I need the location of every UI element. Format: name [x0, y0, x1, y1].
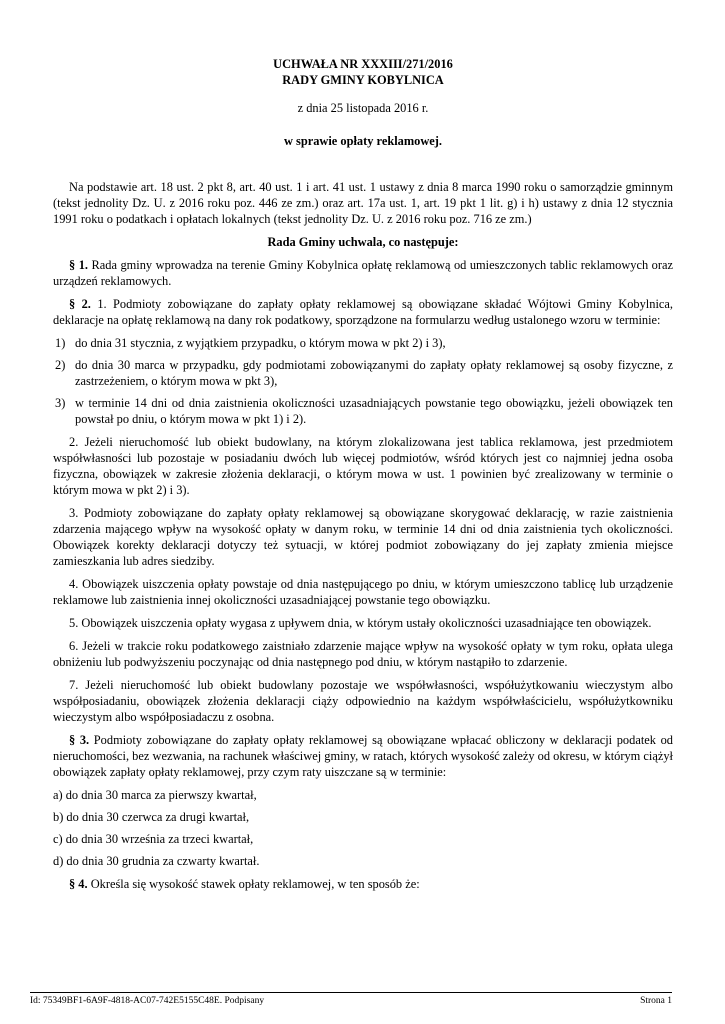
section-2-para-2: 2. Jeżeli nieruchomość lub obiekt budowlany, na którym zlokalizowana jest tablica reklamowa, jest przedmiotem współwłasności lub pozostaje w posiadaniu dwóch lub więcej podmiotów, wśród których jest co najmniej jedna osoba fizyczna, obowiązek w zakresie złożenia deklaracji, o którym mowa w ust. 1 powinien być zrealizowany w terminie o którym mowa w pkt 2) i 3). — [53, 435, 673, 497]
list-item-number: 3) — [55, 396, 66, 410]
list-item-text: do dnia 31 stycznia, z wyjątkiem przypadku, o którym mowa w pkt 2) i 3), — [75, 336, 446, 350]
section-2-para-4: 4. Obowiązek uiszczenia opłaty powstaje od dnia następującego po dniu, w którym umieszczono tablicę lub urządzenie reklamowe lub zaistnienia innej okoliczności uzasadniającej powstanie tego obowiązku. — [53, 577, 673, 607]
section-1 — [53, 257, 673, 289]
installment-item: d) do dnia 30 grudnia za czwarty kwartał. — [53, 854, 260, 868]
section-4-mark: § 4. — [69, 877, 88, 891]
page-number: Strona 1 — [640, 996, 672, 1006]
list-item — [53, 357, 673, 389]
section-3-text: Podmioty zobowiązane do zapłaty opłaty reklamowej są obowiązane wpłacać obliczony w deklaracji podatek od nieruchomości, bez wezwania, na rachunek właściwej gminy, w ratach, których wysokość zależy od okresu, w którym ciążył obowiązek zapłaty opłaty reklamowej, przy czym raty uiszczane są w terminie: — [53, 733, 673, 779]
installment-item: a) do dnia 30 marca za pierwszy kwartał, — [53, 788, 257, 802]
list-item-number: 2) — [55, 358, 66, 372]
resolution-subject: w sprawie opłaty reklamowej. — [283, 134, 443, 148]
section-2-text: 1. Podmioty zobowiązane do zapłaty opłaty reklamowej są obowiązane składać Wójtowi Gminy Kobylnica, deklaracje na opłatę reklamową na dany rok podatkowy, sporządzone na formularzu według ustalonego wzoru w terminie: — [53, 297, 673, 327]
footer-divider — [30, 992, 672, 993]
list-item-text: do dnia 30 marca w przypadku, gdy podmiotami zobowiązanymi do zapłaty opłaty reklamowej są osoby fizyczne, z zastrzeżeniem, o którym mowa w pkt 3), — [75, 358, 673, 388]
section-2-para-3: 3. Podmioty zobowiązane do zapłaty opłaty reklamowej są obowiązane skorygować deklarację, w razie zaistnienia zdarzenia mającego wpływ na wysokość opłaty w danym roku, w terminie 14 dni od dnia zaistnienia tych okoliczności. Obowiązek korekty deklaracji dotyczy też sytuacji, w której podmiot zobowiązany do jej zapłaty zmienia miejsce zamieszkania lub adres siedziby. — [53, 506, 673, 568]
section-1-text: Rada gminy wprowadza na terenie Gminy Kobylnica opłatę reklamową od umieszczonych tablic reklamowych oraz urządzeń reklamowych. — [53, 258, 673, 288]
list-item-text: w terminie 14 dni od dnia zaistnienia okoliczności uzasadniających powstanie tego obowiązku, jeżeli obowiązek ten powstał po dniu, o którym mowa w pkt 1) i 2). — [75, 396, 673, 426]
section-2-para-7: 7. Jeżeli nieruchomość lub obiekt budowlany pozostaje we współwłasności, współużytkowaniu wieczystym albo współposiadaniu, obowiązek złożenia deklaracji ciąży odpowiednio na każdym współwłaścicielu, współużytkowniku wieczystym albo współposiadaczu z osobna. — [53, 678, 673, 724]
document-body — [53, 56, 673, 892]
installment-item: b) do dnia 30 czerwca za drugi kwartał, — [53, 810, 250, 824]
resolution-date: z dnia 25 listopada 2016 r. — [297, 101, 429, 115]
section-2-para-6: 6. Jeżeli w trakcie roku podatkowego zaistniało zdarzenie mające wpływ na wysokość opłaty w tym roku, opłata ulega obniżeniu lub podwyższeniu poczynając od dnia następnego pod dniu, w którym nastąpiło to zdarzenie. — [53, 639, 673, 669]
list-item — [53, 335, 673, 351]
section-3-mark: § 3. — [69, 733, 90, 747]
section-1-mark: § 1. — [69, 258, 88, 272]
list-item — [53, 395, 673, 427]
section-4 — [53, 876, 673, 892]
section-3 — [53, 732, 673, 780]
section-2-para-1 — [53, 296, 673, 328]
section-2-para-5: 5. Obowiązek uiszczenia opłaty wygasa z upływem dnia, w którym ustały okoliczności uzasadniające ten obowiązek. — [69, 616, 652, 630]
preamble: Na podstawie art. 18 ust. 2 pkt 8, art. 40 ust. 1 i art. 41 ust. 1 ustawy z dnia 8 marca 1990 roku o samorządzie gminnym (tekst jednolity Dz. U. z 2016 roku poz. 446 ze zm.) oraz art. 17a ust. 1, art. 19 pkt 1 lit. g) i h) ustawy z dnia 12 stycznia 1991 roku o podatkach i opłatach lokalnych (tekst jednolity Dz. U. z 2016 roku poz. 716 ze zm.) — [53, 180, 673, 226]
section-2-mark: § 2. — [69, 297, 91, 311]
list-item-number: 1) — [55, 336, 66, 350]
document-id: Id: 75349BF1-6A9F-4818-AC07-742E5155C48E. Podpisany — [30, 996, 265, 1006]
resolution-title-line2: RADY GMINY KOBYLNICA — [282, 73, 444, 87]
resolves-heading: Rada Gminy uchwala, co następuje: — [267, 235, 459, 249]
installment-item: c) do dnia 30 września za trzeci kwartał, — [53, 832, 254, 846]
section-4-text: Określa się wysokość stawek opłaty reklamowej, w ten sposób że: — [87, 877, 420, 891]
resolution-title-line1: UCHWAŁA NR XXXIII/271/2016 — [273, 57, 453, 71]
